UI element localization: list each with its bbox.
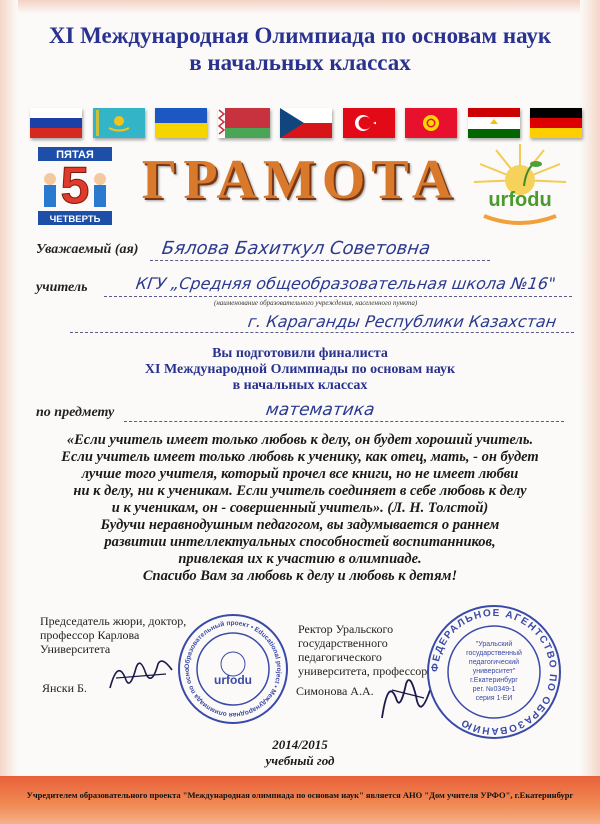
- urfodu-logo: [466, 138, 574, 234]
- footer-band: [0, 776, 600, 824]
- rector-name: Симонова А.А.: [296, 684, 374, 698]
- quote-line: развитии интеллектуальных способностей воспитанников,: [104, 534, 496, 550]
- academic-year-value: 2014/2015: [272, 737, 328, 752]
- russia-flag-icon: [30, 108, 82, 138]
- belarus-flag-icon: [218, 108, 270, 138]
- federal-stamp-center-line: серия 1-ЕИ: [475, 695, 513, 702]
- quote-line: и к ученикам, он - совершенный учитель». (Л. Н. Толстой): [111, 500, 489, 516]
- quote-line: «Если учитель имеет только любовь к делу, он будет хороший учитель.: [66, 432, 534, 448]
- flags-row: [30, 108, 582, 138]
- quote-line: лучше того учителя, который прочел все книги, но не имеет любви: [81, 466, 519, 482]
- finalist-text: [0, 346, 600, 394]
- school-underline: [104, 296, 572, 297]
- quote-block: [28, 432, 572, 585]
- tajikistan-flag-icon: [468, 108, 520, 138]
- recipient-label: Уважаемый (ая): [36, 242, 139, 257]
- jury-chair-name: Янски Б.: [42, 681, 87, 695]
- educational-stamp-center-text: urfodu: [214, 673, 252, 687]
- rector-title-line: педагогического: [298, 650, 382, 664]
- academic-year: [0, 737, 600, 769]
- school-field-note: (наименование образовательного учреждения, населенного пункта): [214, 299, 418, 307]
- academic-year-label: учебный год: [265, 753, 335, 768]
- footer-founder-text: Учредителем образовательного проекта "Международная олимпиада по основам наук" является АНО "Дом учителя УРФО", г.Екатеринбург: [26, 790, 574, 800]
- federal-stamp-center-line: "Уральский: [475, 641, 513, 648]
- rector-title-line: Ректор Уральского: [298, 622, 394, 636]
- recipient-name: Бялова Бахиткул Советовна: [160, 238, 432, 259]
- logo-top-text: ПЯТАЯ: [56, 149, 94, 161]
- turkey-flag-icon: [343, 108, 395, 138]
- rector-title-line: государственного: [298, 636, 388, 650]
- federal-stamp-ring-text: ФЕДЕРАЛЬНОЕ АГЕНТСТВО ПО ОБРАЗОВАНИЮ: [429, 607, 559, 737]
- recipient-underline: [150, 260, 490, 261]
- federal-stamp-center-line: педагогический: [468, 659, 520, 666]
- urfodu-logo-text: urfodu: [488, 189, 552, 211]
- jury-chair-title-line: Председатель жюри, доктор,: [40, 614, 187, 628]
- federal-stamp-center-line: государственный: [466, 650, 522, 657]
- quote-line: ни к делу, ни к ученикам. Если учитель соединяет в себе любовь к делу: [73, 483, 527, 499]
- jury-chair-title-line: Университета: [40, 642, 111, 656]
- logo-bottom-text: ЧЕТВЕРТЬ: [49, 214, 101, 225]
- city-name: г. Караганды Республики Казахстан: [246, 312, 558, 331]
- federal-stamp-center-line: университет": [472, 668, 516, 675]
- subject-value: математика: [264, 400, 376, 420]
- finalist-line1: Вы подготовили финалиста: [212, 346, 388, 361]
- educational-stamp-ring-text: Образовательный проект • Educational project • Международная олимпиада по осно: [183, 619, 283, 719]
- czech-flag-icon: [280, 108, 332, 138]
- teacher-label: учитель: [36, 280, 88, 295]
- finalist-line2: XI Международной Олимпиады по основам наук: [144, 362, 456, 377]
- subject-label: по предмету: [36, 405, 115, 420]
- olympiad-title: [0, 22, 600, 76]
- svg-text:Образовательный проект • Educa: [176, 612, 282, 718]
- school-name: КГУ „Средняя общеобразовательная школа №16": [134, 274, 557, 293]
- finalist-line3: в начальных классах: [232, 378, 368, 393]
- jury-chair-title-line: профессор Карлова: [40, 628, 140, 642]
- decorative-top-edge: [0, 0, 600, 14]
- kazakhstan-flag-icon: [93, 108, 145, 138]
- logo-digit: 5: [60, 157, 90, 215]
- quote-line: Если учитель имеет только любовь к ученику, как отец, мать, - он будет: [61, 449, 539, 465]
- olympiad-title-line1: XI Международная Олимпиада по основам наук: [48, 23, 552, 48]
- educational-project-stamp: [176, 612, 290, 731]
- rector-title-line: университета, профессор: [298, 664, 428, 678]
- kyrgyzstan-flag-icon: [405, 108, 457, 138]
- jury-chair-signature: [106, 650, 176, 695]
- quote-line: Спасибо Вам за любовь к делу и любовь к детям!: [142, 568, 458, 584]
- decorative-right-edge: [580, 0, 600, 824]
- city-underline: [70, 332, 574, 333]
- federal-agency-stamp: [424, 602, 564, 747]
- federal-stamp-center-line: г.Екатеринбург: [470, 677, 518, 684]
- quote-line: привлекая их к участию в олимпиаде.: [178, 551, 422, 567]
- federal-stamp-center-line: рег. №0349-1: [472, 686, 516, 693]
- ukraine-flag-icon: [155, 108, 207, 138]
- germany-flag-icon: [530, 108, 582, 138]
- quote-line: Будучи неравнодушным педагогом, вы задумывается о раннем: [100, 517, 500, 533]
- olympiad-title-line2: в начальных классах: [189, 50, 411, 75]
- decorative-left-edge: [0, 0, 18, 824]
- certificate-title: ГРАМОТА: [141, 149, 459, 211]
- subject-underline: [124, 421, 564, 422]
